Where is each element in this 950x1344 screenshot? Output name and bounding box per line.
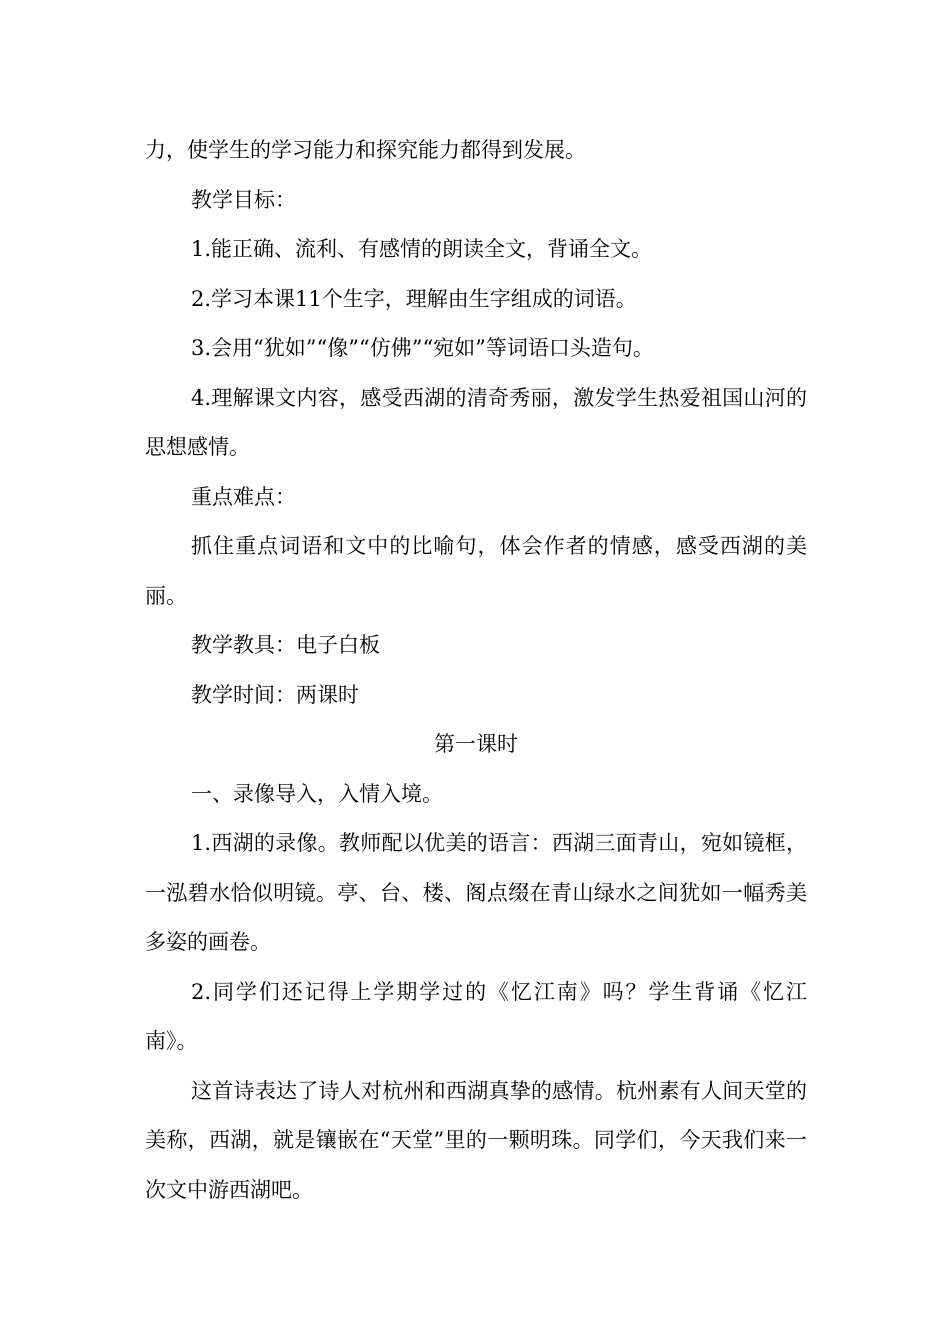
- heading-teaching-goals: 教学目标：: [191, 187, 296, 212]
- key-points-text: 抓住重点词语和文中的比喻句，体会作者的情感，感受西湖的美丽。: [145, 534, 807, 608]
- section-title-first-lesson: 第一课时: [434, 732, 518, 756]
- teaching-tools: 教学教具：电子白板: [191, 633, 380, 657]
- goal-item-1: 1.能正确、流利、有感情的朗读全文，背诵全文。: [191, 237, 653, 261]
- step-1-item-2: 2.同学们还记得上学期学过的《忆江南》吗？学生背诵《忆江南》。: [145, 979, 807, 1053]
- heading-key-points: 重点难点：: [191, 484, 296, 509]
- step-1-closing: 这首诗表达了诗人对杭州和西湖真挚的感情。杭州素有人间天堂的美称，西湖，就是镶嵌在“天堂”里的一颗明珠。同学们，今天我们来一次文中游西湖吧。: [145, 1078, 807, 1202]
- step-1-item-1: 1.西湖的录像。教师配以优美的语言：西湖三面青山，宛如镜框，一泓碧水恰似明镜。亭、台、楼、阁点缀在青山绿水之间犹如一幅秀美多姿的画卷。: [145, 831, 807, 954]
- goal-item-3: 3.会用“犹如”“像”“仿佛”“宛如”等词语口头造句。: [191, 336, 654, 360]
- teaching-time: 教学时间：两课时: [191, 682, 359, 707]
- step-heading-1: 一、录像导入，入情入境。: [191, 781, 443, 806]
- paragraph-continuation: 力，使学生的学习能力和探究能力都得到发展。: [145, 138, 586, 162]
- goal-item-2: 2.学习本课11个生字，理解由生字组成的词语。: [191, 286, 637, 311]
- document-body: [145, 126, 807, 1215]
- goal-item-4: 4.理解课文内容，感受西湖的清奇秀丽，激发学生热爱祖国山河的思想感情。: [145, 385, 807, 459]
